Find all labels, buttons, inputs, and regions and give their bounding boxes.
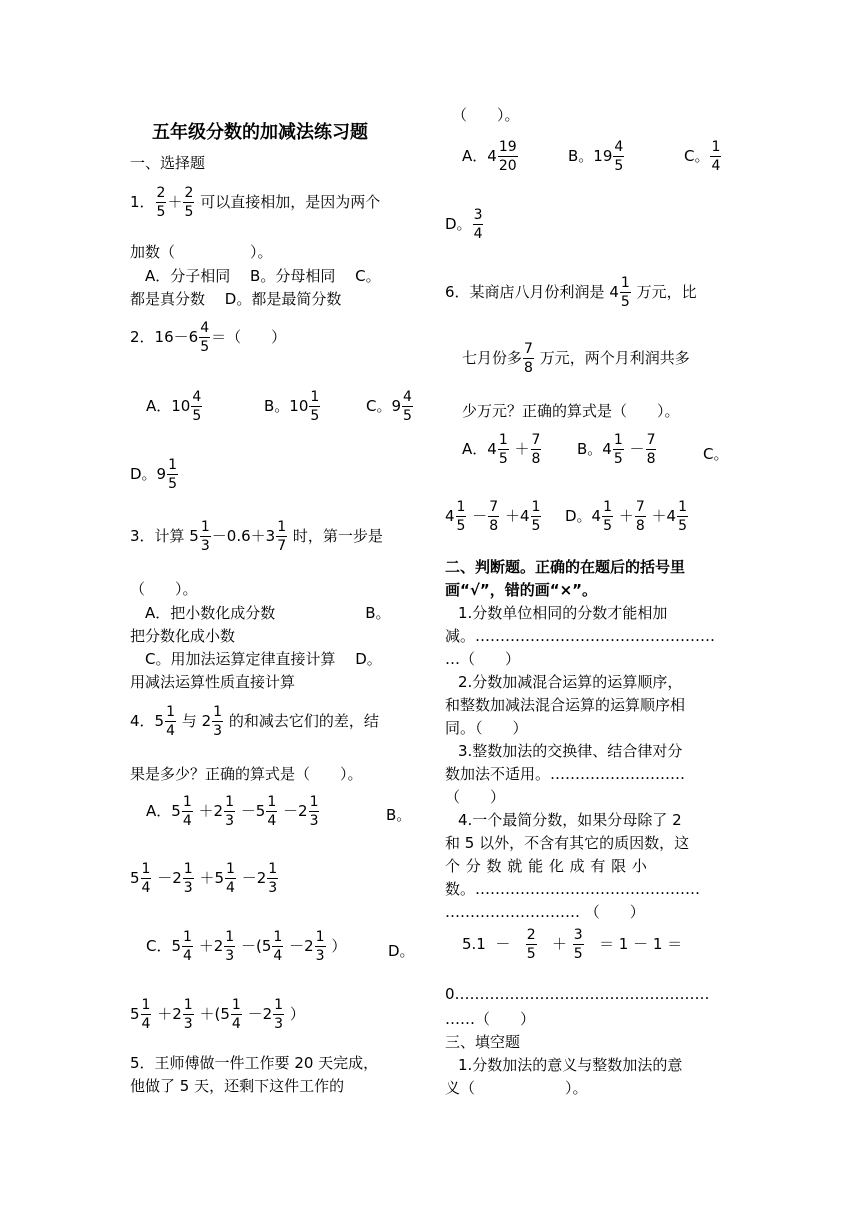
- judge-1-line1: 1.分数单位相同的分数才能相加: [458, 604, 668, 622]
- question-5-option-d: D。 $\frac{3}{4}$: [445, 207, 483, 242]
- section-heading-judge-2: 画“√”，错的画“×”。: [445, 581, 598, 599]
- question-3-option-a: A．把小数化成分数 B。: [145, 604, 391, 622]
- fraction: $\frac{2}{5}$: [156, 185, 166, 220]
- fraction: $\frac{1}{3}$: [213, 704, 223, 739]
- question-1: 1． $\frac{2}{5}$ ＋ $\frac{2}{5}$ 可以直接相加，是因为两个: [130, 185, 381, 220]
- question-6-line1: 6．某商店八月份利润是 4 $\frac{1}{5}$ 万元，比: [445, 275, 697, 310]
- fraction: $\frac{7}{8}$: [531, 432, 541, 467]
- fraction: $\frac{2}{5}$: [526, 927, 536, 962]
- question-4-option-b-label: B。: [386, 806, 412, 824]
- fraction: $\frac{1}{4}$: [226, 861, 235, 896]
- judge-2-line3: 同。（ ）: [445, 719, 528, 737]
- judge-2-line1: 2.分数加减混合运算的运算顺序，: [458, 673, 683, 691]
- question-6-option-c: 4 $\frac{1}{5}$ － $\frac{7}{8}$ ＋4 $\frac{1}{5}$: [445, 499, 541, 534]
- judge-1-line3: …（ ）: [445, 650, 521, 668]
- fill-1-line1: 1.分数加法的意义与整数加法的意: [458, 1056, 683, 1074]
- fraction: $\frac{19}{20}$: [498, 139, 517, 174]
- judge-5-line2: 0……………………………………………: [445, 985, 710, 1003]
- fraction: $\frac{1}{5}$: [678, 499, 687, 534]
- fraction: $\frac{3}{5}$: [573, 927, 583, 962]
- question-2-option-d: D。9 $\frac{1}{5}$: [130, 457, 178, 492]
- section-heading-choice: 一、选择题: [130, 154, 206, 172]
- question-5-line2: 他做了 5 天，还剩下这件工作的: [130, 1077, 345, 1095]
- question-5-option-c: C。 $\frac{1}{4}$: [684, 139, 721, 174]
- fraction: $\frac{1}{3}$: [268, 861, 278, 896]
- fraction: $\frac{1}{4}$: [183, 929, 192, 964]
- fraction: $\frac{1}{3}$: [315, 929, 325, 964]
- question-5-line1: 5．王师傅做一件工作要 20 天完成，: [130, 1054, 379, 1072]
- fraction: $\frac{1}{3}$: [309, 794, 319, 829]
- question-5-option-b: B。19 $\frac{4}{5}$: [568, 139, 624, 174]
- judge-4-line3: 个 分 数 就 能 化 成 有 限 小: [445, 857, 648, 875]
- fraction: $\frac{1}{4}$: [141, 861, 151, 896]
- judge-4-line5: ……………………… （ ）: [445, 903, 645, 921]
- page-title: 五年级分数的加减法练习题: [152, 122, 368, 143]
- question-4-option-c: C．5 $\frac{1}{4}$ ＋2 $\frac{1}{3}$ －(5 $\frac{1}{4}$ －2 $\frac{1}{3}$ ）: [146, 929, 347, 964]
- fraction: $\frac{1}{7}$: [277, 519, 287, 554]
- fraction: $\frac{1}{3}$: [225, 929, 235, 964]
- fraction: $\frac{1}{5}$: [531, 499, 541, 534]
- judge-5-line1: 5.1 － $\frac{2}{5}$ ＋ $\frac{3}{5}$ ＝ 1 － 1 ＝: [462, 927, 683, 962]
- fraction: $\frac{1}{3}$: [183, 997, 193, 1032]
- fraction: $\frac{1}{4}$: [141, 997, 151, 1032]
- judge-5-line3: ……（ ）: [445, 1010, 536, 1028]
- section-heading-judge-1: 二、判断题。正确的在题后的括号里: [445, 558, 686, 576]
- question-1-options-cont: 都是真分数 D。都是最简分数: [130, 290, 342, 308]
- question-2-option-b: B。10 $\frac{1}{5}$: [264, 389, 320, 424]
- question-5-blank: （ ）。: [452, 106, 520, 124]
- fraction: $\frac{1}{5}$: [620, 275, 630, 310]
- fraction: $\frac{7}{8}$: [489, 499, 499, 534]
- judge-4-line4: 数。………………………………………: [445, 880, 701, 898]
- question-4-option-a: A．5 $\frac{1}{4}$ ＋2 $\frac{1}{3}$ －5 $\frac{1}{4}$ －2 $\frac{1}{3}$: [146, 794, 319, 829]
- fraction: $\frac{1}{3}$: [274, 997, 284, 1032]
- fraction: $\frac{1}{4}$: [231, 997, 241, 1032]
- fraction: $\frac{1}{5}$: [498, 432, 508, 467]
- question-4: 4．5 $\frac{1}{4}$ 与 2 $\frac{1}{3}$ 的和减去它们的差，结: [130, 704, 379, 739]
- question-4-option-b: 5 $\frac{1}{4}$ －2 $\frac{1}{3}$ ＋5 $\frac{1}{4}$ －2 $\frac{1}{3}$: [130, 861, 278, 896]
- fraction: $\frac{4}{5}$: [614, 139, 624, 174]
- fraction: $\frac{3}{4}$: [473, 207, 483, 242]
- fraction: $\frac{1}{5}$: [456, 499, 466, 534]
- fraction: $\frac{7}{8}$: [524, 341, 533, 376]
- question-2-option-a: A．10 $\frac{4}{5}$: [146, 389, 202, 424]
- question-6-line2: 七月份多 $\frac{7}{8}$ 万元，两个月利润共多: [462, 341, 690, 376]
- judge-4-line1: 4.一个最简分数，如果分母除了 2: [458, 811, 682, 829]
- section-heading-fill: 三、填空题: [445, 1033, 521, 1051]
- fraction: $\frac{7}{8}$: [635, 499, 645, 534]
- fraction: $\frac{4}{5}$: [200, 320, 210, 355]
- question-3: 3．计算 5 $\frac{1}{3}$ －0.6＋3 $\frac{1}{7}$ 时，第一步是: [130, 519, 383, 554]
- fill-1-line2: 义（ ）。: [445, 1079, 588, 1097]
- question-6-line3: 少万元？正确的算式是（ ）。: [462, 402, 680, 420]
- question-4-line2: 果是多少？正确的算式是（ ）。: [130, 765, 363, 783]
- fraction: $\frac{1}{3}$: [225, 794, 234, 829]
- judge-3-line2: 数加法不适用。………………………: [445, 765, 686, 783]
- question-4-option-d: 5 $\frac{1}{4}$ ＋2 $\frac{1}{3}$ ＋(5 $\frac{1}{4}$ －2 $\frac{1}{3}$ ）: [130, 997, 305, 1032]
- fraction: $\frac{2}{5}$: [184, 185, 194, 220]
- question-4-option-d-label: D。: [388, 942, 415, 960]
- fraction: $\frac{1}{5}$: [310, 389, 320, 424]
- fraction: $\frac{1}{4}$: [711, 139, 721, 174]
- question-6-option-d: D。4 $\frac{1}{5}$ ＋ $\frac{7}{8}$ ＋4 $\frac{1}{5}$: [565, 499, 687, 534]
- question-6-option-c-label: C。: [703, 445, 729, 463]
- judge-4-line2: 和 5 以外，不含有其它的质因数，这: [445, 834, 690, 852]
- question-3-blank: （ ）。: [130, 580, 198, 598]
- fraction: $\frac{4}{5}$: [192, 389, 202, 424]
- judge-2-line2: 和整数加减法混合运算的运算顺序相: [445, 696, 686, 714]
- question-1-options: A．分子相同 B。分母相同 C。: [145, 267, 381, 285]
- fraction: $\frac{1}{4}$: [267, 794, 277, 829]
- fraction: $\frac{1}{5}$: [613, 432, 623, 467]
- question-2-option-c: C。9 $\frac{4}{5}$: [366, 389, 412, 424]
- question-6-option-b: B。4 $\frac{1}{5}$ － $\frac{7}{8}$: [577, 432, 656, 467]
- judge-1-line2: 减。…………………………………………: [445, 627, 716, 645]
- question-3-option-d: 用减法运算性质直接计算: [130, 673, 296, 691]
- fraction: $\frac{4}{5}$: [403, 389, 412, 424]
- fraction: $\frac{1}{4}$: [273, 929, 283, 964]
- judge-3-line1: 3.整数加法的交换律、结合律对分: [458, 742, 683, 760]
- fraction: $\frac{1}{4}$: [182, 794, 192, 829]
- fraction: $\frac{1}{4}$: [166, 704, 176, 739]
- question-3-option-b: 把分数化成小数: [130, 627, 236, 645]
- fraction: $\frac{1}{5}$: [168, 457, 178, 492]
- fraction: $\frac{7}{8}$: [646, 432, 656, 467]
- question-3-option-c: C。用加法运算定律直接计算 D。: [145, 650, 382, 668]
- question-2: 2．16－6 $\frac{4}{5}$ ＝（ ）: [130, 320, 287, 355]
- judge-3-line3: （ ）: [445, 788, 506, 806]
- question-5-option-a: A．4 $\frac{19}{20}$: [462, 139, 517, 174]
- question-1-blank: 加数（ ）。: [130, 243, 273, 261]
- fraction: $\frac{1}{3}$: [200, 519, 210, 554]
- fraction: $\frac{1}{5}$: [603, 499, 613, 534]
- question-6-option-a: A．4 $\frac{1}{5}$ ＋ $\frac{7}{8}$: [462, 432, 541, 467]
- fraction: $\frac{1}{3}$: [183, 861, 193, 896]
